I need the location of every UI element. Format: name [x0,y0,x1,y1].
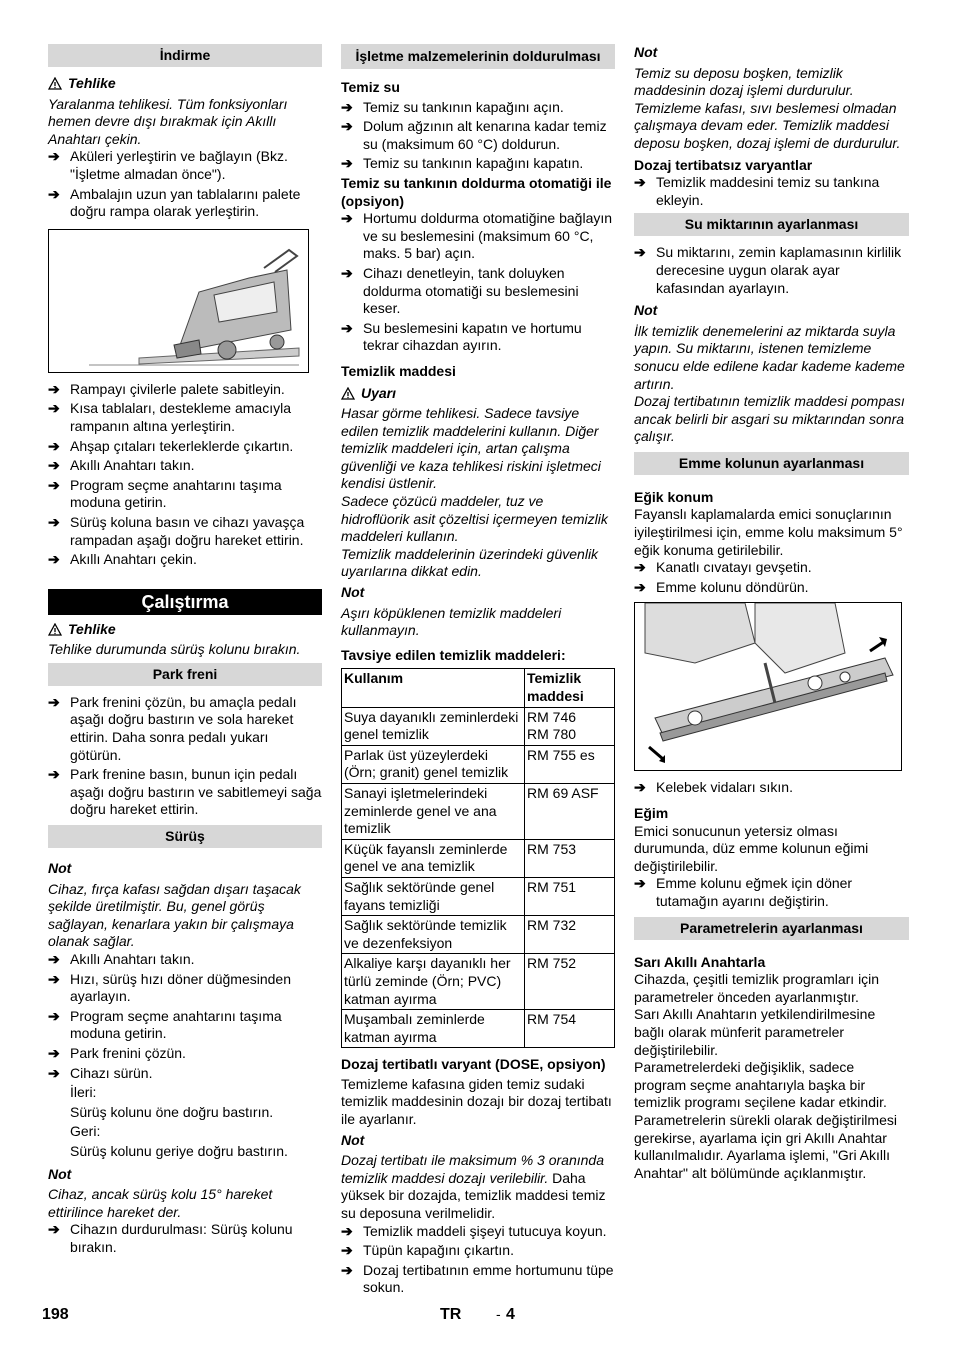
sub-item: İleri: [70,1084,97,1101]
list-item-text: Cihazın durdurulması: Sürüş kolunu bırakın. [70,1221,293,1255]
list-item-text: Temiz su tankının kapağını açın. [363,98,564,115]
list-item [48,1008,322,1043]
step-list [341,1223,615,1297]
arrow-right-icon: ➔ [48,693,60,710]
arrow-right-icon: ➔ [48,551,60,568]
step-list [48,694,322,819]
subheading: Dozaj tertibatsız varyantlar [634,156,813,173]
table-cell: RM 69 ASF [525,783,615,839]
list-item [48,1045,322,1063]
table-cell: Alkaliye karşı dayanıklı her türlü zeminde (Örn; PVC) katman ayırma [342,954,525,1010]
table-cell: Suya dayanıklı zeminlerdeki genel temizlik [342,707,525,745]
paragraph: Parametrelerdeki değişiklik, sadece program seçme anahtarıyla başka bir temizlik programı seçilene kadar etkindir. [634,1059,887,1111]
list-item-text: Sürüş koluna basın ve cihazı yavaşça rampadan aşağı doğru hareket ettirin. [70,513,305,548]
arrow-right-icon: ➔ [48,951,60,967]
subheading: Temiz su tankının doldurma otomatiği ile (opsiyon) [341,174,612,209]
note-text: Cihaz, fırça kafası sağdan dışarı taşacak şekilde üretilmiştir. Bu, genel görüş sağlayan, kenarlara yakın bir çalışmaya olanak sağlar. [48,880,301,950]
table-cell: Sanayi işletmelerindeki zeminlerde genel ve ana temizlik [342,783,525,839]
warning-text: Tehlike durumunda sürüş kolunu bırakın. [48,641,301,658]
table-cell: Sağlık sektöründe genel fayans temizliği [342,877,525,915]
arrow-right-icon: ➔ [48,513,60,530]
warning-label [48,621,322,639]
subheading: Temiz su [341,79,400,95]
list-item-text: Kanatlı cıvatayı gevşetin. [656,559,812,576]
list-item-text: Hortumu doldurma otomatiğine bağlayın ve su beslemesini (maksimum 60 °C, maks. 5 bar) açın. [363,210,613,262]
table-cell: RM 751 [525,877,615,915]
column-1 [48,44,322,1259]
note-label: Not [341,1131,365,1148]
arrow-right-icon: ➔ [341,1242,353,1259]
table-cell: Küçük fayanslı zeminlerde genel ve ana temizlik [342,839,525,877]
arrow-right-icon: ➔ [341,1222,353,1239]
table-cell: Parlak üst yüzeylerdeki (Örn; granit) genel temizlik [342,745,525,783]
step-list [634,875,909,910]
list-item-text: Emme kolunu döndürün. [656,578,809,595]
arrow-right-icon: ➔ [341,98,353,115]
section-heading-emme-kolu: Emme kolunun ayarlanması [634,452,909,475]
step-list [48,381,322,569]
arrow-right-icon: ➔ [48,970,60,987]
arrow-right-icon: ➔ [634,244,646,261]
list-item-text: Emme kolunu eğmek için döner tutamağın ayarını değiştirin. [656,875,853,909]
list-item-text: Kelebek vidaları sıkın. [656,779,793,796]
table-row [342,745,615,783]
list-item [48,186,322,221]
list-item-text: Tüpün kapağını çıkartın. [363,1242,514,1259]
table-cell: RM 755 es [525,745,615,783]
sub-item: Geri: [70,1123,101,1140]
table-header-cell: Temizlik maddesi [525,669,615,707]
step-list [341,99,615,173]
warning-label [341,385,615,403]
arrow-right-icon: ➔ [634,559,646,576]
scrubber-on-ramp-image [49,230,308,372]
arrow-right-icon: ➔ [341,210,353,227]
paragraph: Fayanslı kaplamalarda emici sonuçlarının iyileştirilmesi için, emme kolu maksimum 5° eğik konuma getirilebilir. [634,506,903,558]
list-item [48,766,322,819]
list-item-text: Program seçme anahtarını taşıma moduna getirin. [70,476,282,511]
arrow-right-icon: ➔ [634,779,646,796]
table-header-cell: Kullanım [342,669,525,707]
arrow-right-icon: ➔ [48,185,60,202]
warning-label [48,75,322,93]
list-item [341,1223,615,1241]
list-item [48,1221,322,1256]
list-item [341,1242,615,1260]
warning-triangle-icon [341,387,355,400]
note-label: Not [48,1165,72,1182]
arrow-right-icon: ➔ [48,380,60,397]
list-item [48,148,322,183]
paragraph: Emici sonucunun yetersiz olması durumunda, düz emme kolunun eğimi değiştirilebilir. [634,822,869,874]
note-label: Not [48,860,72,877]
section-heading-parametre: Parametrelerin ayarlanması [634,917,909,940]
warning-text: Yaralanma tehlikesi. Tüm fonksiyonları hemen devre dışı bırakmak için Akıllı Anahtarı çekin. [48,95,288,147]
table-cell: RM 732 [525,916,615,954]
list-item-text: Aküleri yerleştirin ve bağlayın (Bkz. "İşletme almadan önce"). [70,148,288,182]
list-item [634,875,909,910]
list-item [341,210,615,263]
list-item [634,174,909,209]
note-label: Not [634,302,658,319]
table-cell: Sağlık sektöründe temizlik ve dezenfeksiyon [342,916,525,954]
arrow-right-icon: ➔ [341,319,353,336]
list-item-text: Temizlik maddesini temiz su tankına ekleyin. [656,174,880,208]
note-text [341,1152,615,1222]
note-text: Temiz su deposu boşken, temizlik maddesinin dozaj işlemi durdurulur. Temizleme kafası, sıvı beslemesi olmadan çalışmaya devam eder. Temizlik maddesi deposu boşken, dozaj işlemi de durdurulur. [634,64,901,151]
section-heading-park-freni: Park freni [48,663,322,686]
list-item [634,244,909,297]
arrow-right-icon: ➔ [341,155,353,172]
warning-label-text: Uyarı [361,384,397,401]
subheading: Eğim [634,805,669,822]
column-2 [341,44,615,1299]
table-header-row [342,669,615,707]
subheading: Dozaj tertibatlı varyant (DOSE, opsiyon) [341,1056,606,1073]
list-item [48,400,322,435]
list-item [341,155,615,173]
list-item-text: Su miktarını, zemin kaplamasının kirlilik derecesine uygun olarak ayar kafasından ayarlayın. [656,244,902,296]
step-list [634,779,909,797]
sub-item: Sürüş kolunu geriye doğru bastırın. [70,1142,288,1159]
note-text: Cihaz, ancak sürüş kolu 15° hareket ettirilince hareket der. [48,1186,273,1220]
arrow-right-icon: ➔ [341,264,353,281]
note-rest: Daha yüksek bir dozajda, temizlik maddesi temiz su deposuna verilmelidir. [341,1169,606,1222]
paragraph: Sarı Akıllı Anahtarın yetkilendirilmesine bağlı olarak münferit parametreler değiştirilebilir. [634,1006,876,1058]
list-item [48,438,322,456]
step-list [634,174,909,209]
table-row [342,783,615,839]
table-cell: RM 753 [525,839,615,877]
table-cell: RM 752 [525,954,615,1010]
arrow-right-icon: ➔ [634,578,646,595]
page-number: 198 [42,1306,69,1323]
step-list [634,559,909,596]
list-item-text: Akıllı Anahtarı takın. [70,457,195,474]
list-item-text: Ambalajın uzun yan tablalarını palete doğru rampa olarak yerleştirin. [70,185,301,220]
table-row [342,954,615,1010]
squeegee-adjust-image [635,603,901,770]
list-item-text: Akıllı Anahtarı takın. [70,951,195,967]
warning-text: Temizlik maddelerinin üzerindeki güvenlik uyarılarına dikkat edin. [341,545,599,580]
step-list [48,951,322,1082]
step-list [341,210,615,355]
list-item-text: Park frenini çözün, bu amaçla pedalı aşağı doğru bastırın ve sola hareket ettirin. Daha sonra pedalı yukarı götürün. [70,693,297,763]
list-item [341,265,615,318]
arrow-right-icon: ➔ [48,457,60,474]
section-heading-indirme: İndirme [48,44,322,67]
sub-item: Sürüş kolunu öne doğru bastırın. [70,1103,274,1120]
arrow-right-icon: ➔ [634,174,646,191]
list-item [48,477,322,512]
list-item-text: Cihazı sürün. [70,1064,153,1081]
list-item [48,381,322,399]
note-label: Not [634,44,658,60]
warning-label-text: Tehlike [68,620,116,637]
paragraph: Cihazda, çeşitli temizlik programları için parametreler önceden ayarlanmıştır. [634,971,880,1005]
list-item-text: Temiz su tankının kapağını kapatın. [363,155,584,172]
list-item [634,779,909,797]
list-item-text: Park frenine basın, bunun için pedalı aşağı doğru bastırın ve sabitlemeyi sağa doğru hareket ettirin. [70,766,322,818]
table-row [342,707,615,745]
note-text: İlk temizlik denemelerini az miktarda suyla yapın. Su miktarını, istenen temizleme sonucu elde edilene kadar kademe kademe artırın. [634,322,905,392]
list-item-text: Akıllı Anahtarı çekin. [70,551,197,568]
arrow-right-icon: ➔ [341,1261,353,1278]
language-code: TR [440,1306,462,1323]
table-cell: RM 746 RM 780 [525,707,615,745]
list-item-text: Kısa tablaları, destekleme amacıyla rampanın altına yerleştirin. [70,400,291,434]
squeegee-illustration [634,602,902,771]
list-item-text: Hızı, sürüş hızı döner düğmesinden ayarlayın. [70,970,292,1005]
list-item [634,579,909,597]
list-item-text: Dolum ağzının alt kenarına kadar temiz su (maksimum 60 °C) doldurun. [363,118,607,152]
footer-separator: - [496,1306,501,1322]
list-item-text: Park frenini çözün. [70,1044,186,1061]
chapter-heading-calistirma: Çalıştırma [48,589,322,615]
note-text: Dozaj tertibatının temizlik maddesi pompası ancak belirli bir asgari su miktarından sonra çalışır. [634,393,905,445]
table-row [342,1010,615,1048]
arrow-right-icon: ➔ [48,1044,60,1061]
list-item [48,551,322,569]
sub-list [48,1084,322,1160]
step-list [48,148,322,220]
list-item-text: Su beslemesini kapatın ve hortumu tekrar cihazdan ayırın. [363,319,582,354]
list-item [341,320,615,355]
paragraph: Parametrelerin sürekli olarak değiştirilmesi gerekirse, ayarlama için gri Akıllı Anahtar kullanılmalıdır. Ayarlama işlemi, "Gri Akıllı Anahtar" alt bölümünde açıklanmıştır. [634,1111,897,1181]
table-row [342,916,615,954]
list-item [634,559,909,577]
warning-text: Sadece çözücü maddeler, tuz ve hidroflüorik asit çözeltisi içermeyen temizlik maddeleri kullanın. [341,493,608,545]
section-heading-su-miktari: Su miktarının ayarlanması [634,213,909,236]
arrow-right-icon: ➔ [48,476,60,493]
list-item [48,971,322,1006]
warning-text: Hasar görme tehlikesi. Sadece tavsiye edilen temizlik maddelerini kullanın. Diğer temizlik maddeleri için, artan çalışma güvenliği ve kaza tehlikesi riskini işletmeci kendisi üstlenir. [341,405,601,492]
list-item-text: Dozaj tertibatının emme hortumunu tüpe sokun. [363,1261,614,1296]
list-item [48,694,322,764]
list-item-text: Cihazı denetleyin, tank doluyken doldurma otomatiği su beslemesini keser. [363,264,579,317]
table-row [342,839,615,877]
arrow-right-icon: ➔ [48,1221,60,1238]
subheading: Temizlik maddesi [341,362,456,379]
note-label: Not [341,584,365,601]
detergent-table [341,668,615,1048]
arrow-right-icon: ➔ [634,875,646,892]
table-row [342,877,615,915]
unloading-illustration [48,229,309,373]
arrow-right-icon: ➔ [48,437,60,454]
arrow-right-icon: ➔ [48,1007,60,1024]
list-item [48,514,322,549]
step-list [634,244,909,297]
list-item [48,457,322,475]
list-item [341,118,615,153]
table-cell: Muşambalı zeminlerde katman ayırma [342,1010,525,1048]
warning-triangle-icon [48,77,62,90]
column-3 [634,44,909,1182]
arrow-right-icon: ➔ [48,1064,60,1081]
arrow-right-icon: ➔ [48,400,60,417]
table-cell: RM 754 [525,1010,615,1048]
subheading: Sarı Akıllı Anahtarla [634,953,766,970]
subheading: Eğik konum [634,488,714,505]
list-item-text: Program seçme anahtarını taşıma moduna getirin. [70,1007,282,1042]
list-item [48,1065,322,1083]
step-list [48,1221,322,1256]
arrow-right-icon: ➔ [48,148,60,165]
section-number: 4 [506,1306,515,1323]
warning-triangle-icon [48,623,62,636]
section-heading-doldurma: İşletme malzemelerinin doldurulması [341,44,615,69]
list-item-text: Rampayı çivilerle palete sabitleyin. [70,380,285,397]
note-text: Aşırı köpüklenen temizlik maddeleri kullanmayın. [341,604,562,639]
list-item-text: Ahşap çıtaları tekerleklerde çıkartın. [70,437,294,454]
note-italic: Dozaj tertibatı ile maksimum % 3 oranında temizlik maddesi dozajı verilebilir. [341,1152,604,1186]
paragraph: Temizleme kafasına giden temiz sudaki temizlik maddesinin dozajı bir dozaj tertibatı ile ayarlanır. [341,1075,612,1128]
arrow-right-icon: ➔ [341,118,353,135]
list-item-text: Temizlik maddeli şişeyi tutucuya koyun. [363,1222,607,1239]
arrow-right-icon: ➔ [48,766,60,783]
list-item [341,1262,615,1297]
section-heading-surus: Sürüş [48,825,322,848]
list-item [48,951,322,969]
list-item [341,99,615,117]
warning-label-text: Tehlike [68,75,116,91]
subheading: Tavsiye edilen temizlik maddeleri: [341,646,566,663]
